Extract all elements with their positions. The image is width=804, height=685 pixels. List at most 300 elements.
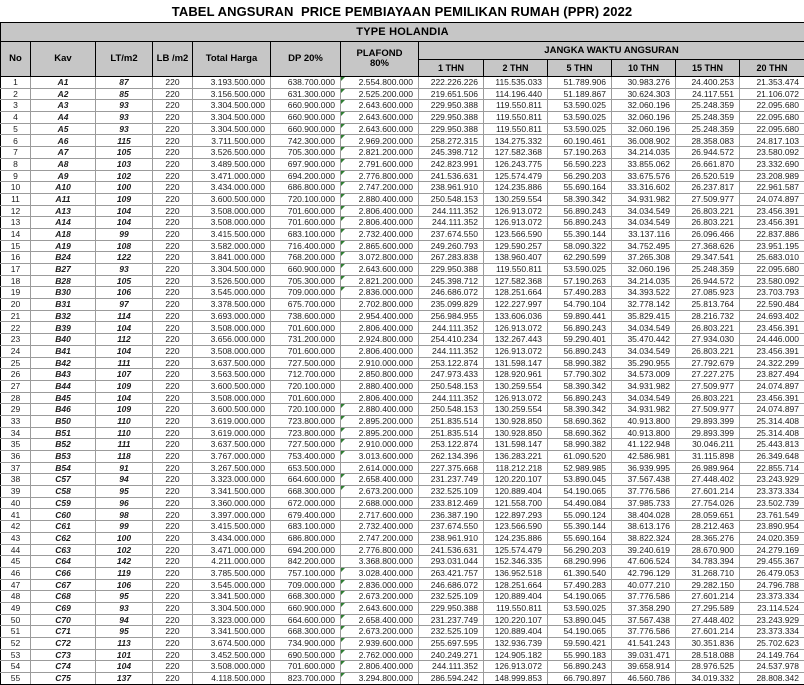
cell-dp: 683.100.000 [271,228,341,240]
cell-angsuran-5-thn: 53.890.045 [548,474,612,486]
cell-no: 9 [1,170,31,182]
cell-angsuran-2-thn: 119.550.811 [484,123,548,135]
cell-lb: 220 [153,228,193,240]
cell-kav: C58 [31,486,96,498]
cell-angsuran-20-thn: 22.095.680 [740,112,804,124]
cell-total-harga: 3.304.500.000 [193,123,271,135]
cell-angsuran-15-thn: 27.085.923 [676,287,740,299]
cell-lb: 220 [153,521,193,533]
cell-angsuran-15-thn: 34.783.394 [676,556,740,568]
cell-kav: A3 [31,100,96,112]
cell-plafond: 3.294.800.000 [341,673,419,685]
cell-angsuran-15-thn: 26.944.572 [676,275,740,287]
cell-angsuran-10-thn: 41.541.243 [612,638,676,650]
cell-angsuran-20-thn: 28.808.342 [740,673,804,685]
table-row [1,451,804,463]
cell-angsuran-20-thn: 23.456.391 [740,205,804,217]
cell-dp: 701.600.000 [271,661,341,673]
cell-total-harga: 3.341.500.000 [193,626,271,638]
table-row [1,275,804,287]
cell-dp: 709.000.000 [271,579,341,591]
cell-dp: 668.300.000 [271,626,341,638]
cell-angsuran-10-thn: 34.034.549 [612,345,676,357]
cell-total-harga: 3.434.000.000 [193,532,271,544]
cell-lb: 220 [153,334,193,346]
cell-angsuran-20-thn: 24.537.978 [740,661,804,673]
table-row [1,170,804,182]
cell-lt: 105 [96,147,153,159]
cell-kav: C63 [31,544,96,556]
cell-total-harga: 3.508.000.000 [193,661,271,673]
table-row [1,567,804,579]
cell-lb: 220 [153,287,193,299]
cell-total-harga: 3.304.500.000 [193,602,271,614]
cell-angsuran-2-thn: 125.574.479 [484,544,548,556]
text-format-marker-icon [341,241,345,245]
cell-angsuran-15-thn: 27.448.402 [676,614,740,626]
cell-total-harga: 3.415.500.000 [193,521,271,533]
cell-kav: C60 [31,509,96,521]
cell-no: 25 [1,357,31,369]
cell-total-harga: 3.841.000.000 [193,252,271,264]
cell-plafond: 2.880.400.000 [341,193,419,205]
col-header-tenor: 20 THN [740,60,804,77]
cell-angsuran-15-thn: 28.518.088 [676,649,740,661]
cell-angsuran-20-thn: 22.590.484 [740,299,804,311]
cell-lt: 137 [96,673,153,685]
cell-lb: 220 [153,345,193,357]
cell-angsuran-1-thn: 238.961.910 [419,532,484,544]
cell-angsuran-2-thn: 126.913.072 [484,661,548,673]
cell-angsuran-20-thn: 25.702.623 [740,638,804,650]
cell-angsuran-5-thn: 53.590.025 [548,123,612,135]
cell-lt: 104 [96,345,153,357]
cell-angsuran-15-thn: 26.803.221 [676,392,740,404]
cell-plafond: 2.821.200.000 [341,147,419,159]
cell-no: 15 [1,240,31,252]
cell-kav: C59 [31,497,96,509]
cell-angsuran-15-thn: 26.944.572 [676,147,740,159]
cell-lb: 220 [153,404,193,416]
table-row [1,497,804,509]
cell-angsuran-10-thn: 33.316.602 [612,182,676,194]
cell-plafond: 2.658.400.000 [341,614,419,626]
cell-lt: 109 [96,193,153,205]
cell-angsuran-1-thn: 235.099.829 [419,299,484,311]
table-row [1,287,804,299]
cell-angsuran-5-thn: 56.890.243 [548,205,612,217]
cell-lt: 87 [96,77,153,89]
text-format-marker-icon [341,404,345,408]
cell-angsuran-10-thn: 35.829.415 [612,310,676,322]
cell-angsuran-15-thn: 25.248.359 [676,264,740,276]
cell-angsuran-5-thn: 59.290.401 [548,334,612,346]
cell-angsuran-5-thn: 57.190.263 [548,275,612,287]
cell-angsuran-1-thn: 232.525.109 [419,626,484,638]
cell-dp: 664.600.000 [271,614,341,626]
installment-table [0,22,804,685]
cell-angsuran-1-thn: 229.950.388 [419,602,484,614]
cell-angsuran-10-thn: 37.776.586 [612,626,676,638]
cell-angsuran-5-thn: 55.390.144 [548,521,612,533]
cell-angsuran-20-thn: 23.890.954 [740,521,804,533]
table-row [1,532,804,544]
cell-angsuran-1-thn: 236.387.190 [419,509,484,521]
cell-angsuran-10-thn: 36.008.902 [612,135,676,147]
cell-angsuran-15-thn: 24.117.551 [676,88,740,100]
cell-angsuran-2-thn: 127.582.368 [484,147,548,159]
cell-lb: 220 [153,88,193,100]
cell-angsuran-1-thn: 229.950.388 [419,123,484,135]
cell-lt: 98 [96,509,153,521]
table-row [1,544,804,556]
cell-kav: C61 [31,521,96,533]
cell-angsuran-2-thn: 129.590.257 [484,240,548,252]
cell-angsuran-2-thn: 130.928.850 [484,427,548,439]
table-row [1,193,804,205]
table-body [1,77,804,685]
cell-lb: 220 [153,217,193,229]
cell-dp: 664.600.000 [271,474,341,486]
cell-lb: 220 [153,100,193,112]
cell-angsuran-15-thn: 31.268.710 [676,567,740,579]
cell-dp: 701.600.000 [271,345,341,357]
cell-angsuran-15-thn: 26.803.221 [676,217,740,229]
cell-angsuran-10-thn: 33.675.576 [612,170,676,182]
cell-plafond: 2.895.200.000 [341,427,419,439]
cell-angsuran-2-thn: 126.913.072 [484,392,548,404]
cell-no: 28 [1,392,31,404]
cell-angsuran-2-thn: 132.936.739 [484,638,548,650]
cell-angsuran-15-thn: 27.509.977 [676,193,740,205]
cell-plafond: 2.791.600.000 [341,158,419,170]
text-format-marker-icon [341,159,345,163]
cell-dp: 753.400.000 [271,451,341,463]
cell-angsuran-15-thn: 27.601.214 [676,486,740,498]
cell-total-harga: 3.619.000.000 [193,415,271,427]
cell-lb: 220 [153,147,193,159]
cell-kav: A18 [31,228,96,240]
cell-lt: 93 [96,602,153,614]
cell-plafond: 2.643.600.000 [341,123,419,135]
cell-lt: 106 [96,287,153,299]
cell-lt: 101 [96,649,153,661]
table-row [1,369,804,381]
cell-kav: B50 [31,415,96,427]
cell-angsuran-10-thn: 34.752.495 [612,240,676,252]
cell-angsuran-10-thn: 37.567.438 [612,474,676,486]
cell-angsuran-2-thn: 125.574.479 [484,170,548,182]
cell-plafond: 2.895.200.000 [341,415,419,427]
cell-angsuran-10-thn: 34.931.982 [612,193,676,205]
table-row [1,357,804,369]
cell-angsuran-20-thn: 24.149.764 [740,649,804,661]
cell-lb: 220 [153,275,193,287]
cell-lt: 104 [96,205,153,217]
cell-angsuran-20-thn: 23.456.391 [740,322,804,334]
cell-total-harga: 3.341.500.000 [193,591,271,603]
cell-lt: 112 [96,334,153,346]
cell-plafond: 2.643.600.000 [341,112,419,124]
cell-total-harga: 3.637.500.000 [193,357,271,369]
cell-plafond: 2.762.000.000 [341,649,419,661]
table-row [1,439,804,451]
cell-no: 46 [1,567,31,579]
cell-lb: 220 [153,158,193,170]
cell-total-harga: 3.582.000.000 [193,240,271,252]
cell-total-harga: 3.693.000.000 [193,310,271,322]
cell-angsuran-1-thn: 245.398.712 [419,147,484,159]
cell-angsuran-1-thn: 244.111.352 [419,661,484,673]
table-row [1,217,804,229]
table-row [1,158,804,170]
cell-dp: 701.600.000 [271,205,341,217]
cell-kav: C62 [31,532,96,544]
cell-angsuran-2-thn: 119.550.811 [484,100,548,112]
cell-plafond: 2.747.200.000 [341,532,419,544]
table-row [1,614,804,626]
cell-no: 47 [1,579,31,591]
cell-dp: 668.300.000 [271,486,341,498]
cell-kav: B39 [31,322,96,334]
cell-lb: 220 [153,614,193,626]
cell-total-harga: 3.341.500.000 [193,486,271,498]
cell-dp: 660.900.000 [271,602,341,614]
table-row [1,509,804,521]
cell-total-harga: 3.767.000.000 [193,451,271,463]
cell-lt: 94 [96,474,153,486]
cell-angsuran-2-thn: 120.889.404 [484,486,548,498]
cell-angsuran-1-thn: 231.237.749 [419,474,484,486]
cell-angsuran-20-thn: 23.580.092 [740,275,804,287]
cell-angsuran-1-thn: 263.421.757 [419,567,484,579]
cell-lt: 103 [96,158,153,170]
cell-angsuran-20-thn: 23.114.524 [740,602,804,614]
cell-dp: 823.700.000 [271,673,341,685]
cell-plafond: 2.939.600.000 [341,638,419,650]
cell-angsuran-10-thn: 46.560.786 [612,673,676,685]
cell-total-harga: 3.489.500.000 [193,158,271,170]
cell-lt: 119 [96,567,153,579]
cell-plafond: 3.013.600.000 [341,451,419,463]
cell-no: 23 [1,334,31,346]
cell-angsuran-1-thn: 267.283.838 [419,252,484,264]
cell-angsuran-1-thn: 237.674.550 [419,521,484,533]
cell-lb: 220 [153,532,193,544]
cell-angsuran-20-thn: 24.693.402 [740,310,804,322]
cell-dp: 660.900.000 [271,264,341,276]
cell-angsuran-2-thn: 126.913.072 [484,205,548,217]
table-row [1,322,804,334]
cell-no: 36 [1,451,31,463]
cell-kav: B45 [31,392,96,404]
cell-angsuran-1-thn: 246.686.072 [419,287,484,299]
cell-no: 14 [1,228,31,240]
cell-plafond: 2.702.800.000 [341,299,419,311]
cell-kav: C66 [31,567,96,579]
cell-angsuran-2-thn: 118.212.218 [484,462,548,474]
cell-angsuran-20-thn: 24.020.359 [740,532,804,544]
cell-plafond: 2.954.400.000 [341,310,419,322]
cell-angsuran-5-thn: 58.990.382 [548,357,612,369]
cell-lb: 220 [153,77,193,89]
cell-lb: 220 [153,626,193,638]
cell-no: 12 [1,205,31,217]
cell-kav: A13 [31,205,96,217]
cell-angsuran-2-thn: 126.243.775 [484,158,548,170]
cell-total-harga: 4.211.000.000 [193,556,271,568]
cell-angsuran-2-thn: 124.235.886 [484,532,548,544]
cell-angsuran-15-thn: 28.365.276 [676,532,740,544]
cell-kav: C73 [31,649,96,661]
cell-angsuran-5-thn: 51.789.906 [548,77,612,89]
text-format-marker-icon [341,439,345,443]
cell-angsuran-1-thn: 229.950.388 [419,112,484,124]
cell-angsuran-15-thn: 30.046.211 [676,439,740,451]
cell-plafond: 2.525.200.000 [341,88,419,100]
cell-no: 7 [1,147,31,159]
cell-lb: 220 [153,439,193,451]
cell-angsuran-2-thn: 124.235.886 [484,182,548,194]
cell-lt: 95 [96,626,153,638]
cell-angsuran-20-thn: 25.683.010 [740,252,804,264]
cell-angsuran-15-thn: 26.096.466 [676,228,740,240]
cell-angsuran-20-thn: 22.855.714 [740,462,804,474]
cell-angsuran-15-thn: 29.893.399 [676,415,740,427]
cell-angsuran-10-thn: 32.060.196 [612,112,676,124]
col-header-jangka-waktu: JANGKA WAKTU ANGSURAN [419,42,804,60]
cell-kav: B44 [31,380,96,392]
cell-angsuran-2-thn: 134.275.332 [484,135,548,147]
cell-angsuran-2-thn: 122.227.997 [484,299,548,311]
cell-angsuran-2-thn: 120.889.404 [484,591,548,603]
cell-angsuran-10-thn: 34.393.522 [612,287,676,299]
table-row [1,182,804,194]
table-row [1,112,804,124]
cell-angsuran-5-thn: 53.590.025 [548,264,612,276]
cell-angsuran-15-thn: 26.520.519 [676,170,740,182]
cell-angsuran-20-thn: 23.502.739 [740,497,804,509]
cell-no: 29 [1,404,31,416]
cell-angsuran-15-thn: 24.400.253 [676,77,740,89]
cell-lt: 113 [96,638,153,650]
cell-kav: A5 [31,123,96,135]
cell-dp: 727.500.000 [271,439,341,451]
cell-plafond: 2.614.000.000 [341,462,419,474]
text-format-marker-icon [341,673,345,677]
table-row [1,147,804,159]
cell-angsuran-20-thn: 23.580.092 [740,147,804,159]
cell-angsuran-1-thn: 233.812.469 [419,497,484,509]
cell-kav: B53 [31,451,96,463]
cell-angsuran-1-thn: 247.973.433 [419,369,484,381]
cell-angsuran-5-thn: 56.890.243 [548,217,612,229]
cell-angsuran-10-thn: 37.776.586 [612,486,676,498]
cell-dp: 701.600.000 [271,322,341,334]
cell-angsuran-2-thn: 133.606.036 [484,310,548,322]
cell-kav: B32 [31,310,96,322]
cell-lt: 85 [96,88,153,100]
cell-lb: 220 [153,112,193,124]
cell-lb: 220 [153,497,193,509]
cell-no: 5 [1,123,31,135]
cell-angsuran-5-thn: 54.190.065 [548,486,612,498]
cell-angsuran-15-thn: 29.282.150 [676,579,740,591]
cell-angsuran-5-thn: 56.890.243 [548,345,612,357]
cell-total-harga: 3.656.000.000 [193,334,271,346]
cell-lb: 220 [153,123,193,135]
cell-angsuran-20-thn: 25.314.408 [740,427,804,439]
table-row [1,334,804,346]
text-format-marker-icon [341,229,345,233]
cell-total-harga: 3.508.000.000 [193,322,271,334]
table-row [1,661,804,673]
text-format-marker-icon [341,252,345,256]
cell-plafond: 2.806.400.000 [341,661,419,673]
table-row [1,299,804,311]
col-header-tenor: 2 THN [484,60,548,77]
table-row [1,415,804,427]
cell-no: 54 [1,661,31,673]
cell-angsuran-10-thn: 33.855.062 [612,158,676,170]
col-header-plafond [341,42,419,77]
cell-angsuran-5-thn: 58.390.342 [548,193,612,205]
cell-dp: 660.900.000 [271,100,341,112]
cell-angsuran-5-thn: 55.690.164 [548,182,612,194]
cell-kav: B28 [31,275,96,287]
cell-angsuran-10-thn: 35.290.955 [612,357,676,369]
cell-lt: 111 [96,357,153,369]
text-format-marker-icon [341,135,345,139]
cell-lb: 220 [153,264,193,276]
cell-plafond: 2.924.800.000 [341,334,419,346]
text-format-marker-icon [341,276,345,280]
cell-angsuran-5-thn: 57.790.302 [548,369,612,381]
cell-lt: 142 [96,556,153,568]
cell-angsuran-15-thn: 27.509.977 [676,380,740,392]
cell-angsuran-10-thn: 30.624.303 [612,88,676,100]
cell-no: 43 [1,532,31,544]
cell-dp: 694.200.000 [271,544,341,556]
cell-no: 16 [1,252,31,264]
cell-angsuran-2-thn: 126.913.072 [484,217,548,229]
cell-angsuran-2-thn: 130.259.554 [484,193,548,205]
cell-no: 4 [1,112,31,124]
cell-angsuran-15-thn: 27.448.402 [676,474,740,486]
col-header-kav: Kav [31,42,96,77]
cell-angsuran-1-thn: 241.536.631 [419,544,484,556]
cell-angsuran-1-thn: 244.111.352 [419,345,484,357]
cell-total-harga: 3.600.500.000 [193,380,271,392]
cell-dp: 686.800.000 [271,182,341,194]
cell-angsuran-1-thn: 244.111.352 [419,392,484,404]
cell-angsuran-1-thn: 244.111.352 [419,205,484,217]
cell-dp: 734.900.000 [271,638,341,650]
cell-angsuran-10-thn: 40.913.800 [612,415,676,427]
cell-kav: C69 [31,602,96,614]
cell-lb: 220 [153,661,193,673]
cell-angsuran-1-thn: 258.272.315 [419,135,484,147]
text-format-marker-icon [341,568,345,572]
cell-plafond: 2.658.400.000 [341,474,419,486]
cell-plafond: 2.776.800.000 [341,170,419,182]
cell-angsuran-2-thn: 120.889.404 [484,626,548,638]
cell-angsuran-15-thn: 27.368.626 [676,240,740,252]
cell-angsuran-10-thn: 47.606.524 [612,556,676,568]
cell-lt: 97 [96,299,153,311]
cell-angsuran-2-thn: 123.566.590 [484,228,548,240]
cell-kav: B42 [31,357,96,369]
